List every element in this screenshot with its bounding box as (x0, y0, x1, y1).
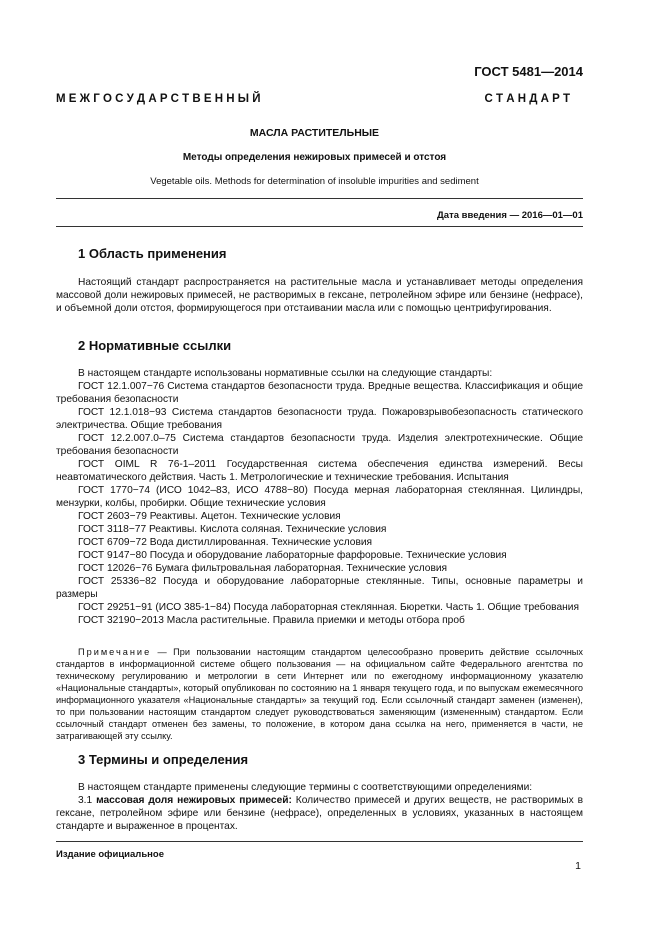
normative-references-list (56, 367, 583, 627)
title-divider-top (56, 198, 583, 199)
official-edition-label: Издание официальное (56, 849, 164, 860)
page-number: 1 (575, 860, 581, 872)
reference-item: ГОСТ 25336−82 Посуда и оборудование лабораторные стеклянные. Типы, основные параметры и размеры (56, 576, 583, 600)
reference-item: ГОСТ OIML R 76-1–2011 Государственная система обеспечения единства измерений. Весы неавтоматического действия. Часть 1. Метрологические и технические требования. Испытания (56, 459, 583, 483)
footer-divider (56, 841, 583, 842)
introduction-date-value: — 2016—01—01 (509, 210, 583, 221)
interstate-standard-banner (56, 93, 570, 105)
reference-item: ГОСТ 29251−91 (ИСО 385-1−84) Посуда лабораторная стеклянная. Бюретки. Часть 1. Общие требования (78, 602, 579, 613)
note-text: — При пользовании настоящим стандартом целесообразно проверить действие ссылочных стандартов в информационной системе общего пользования — на официальном сайте Федерального агентства по техническому регулированию и метрологии в сети Интернет или по ежегодному информационному указателю «Национальные стандарты», который опубликован по состоянию на 1 января текущего года, и по выпускам ежемесячного информационного указателя «Национальные стандарты» за текущий год. Если ссылочный стандарт заменен (изменен), то при пользовании настоящим стандартом следует руководствоваться заменяющим (измененным) стандартом. Если ссылочный стандарт отменен без замены, то положение, в котором дана ссылка на него, применяется в части, не затрагивающей эту ссылку. (56, 647, 583, 741)
banner-word-interstate: М Е Ж Г О С У Д А Р С Т В Е Н Н Ы Й (56, 93, 261, 105)
section-2 (56, 339, 583, 352)
document-subtitle: Методы определения нежировых примесей и отстоя (182, 152, 447, 163)
title-divider-bottom (56, 226, 583, 227)
references-note (56, 646, 583, 742)
reference-item: ГОСТ 12.1.018−93 Система стандартов безопасности труда. Пожаровзрывобезопасность статического электричества. Общие требования (56, 407, 583, 431)
note-label: Примечание (78, 647, 152, 657)
section-2-heading: 2 Нормативные ссылки (78, 338, 232, 353)
term-definition (56, 794, 583, 833)
term-name: массовая доля нежировых примесей: (96, 795, 292, 806)
reference-item: ГОСТ 1770−74 (ИСО 1042–83, ИСО 4788−80) Посуда мерная лабораторная стеклянная. Цилиндры, мензурки, колбы, пробирки. Общие технические условия (56, 485, 583, 509)
section-1-text: Настоящий стандарт распространяется на растительные масла и устанавливает методы определения массовой доли нежировых примесей, не растворимых в гексане, петролейном эфире или бензине (нефрасе), и объемной доли отстоя, формирующегося при отстаивании масла или с помощью центрифугирования. (56, 277, 583, 314)
standard-number: ГОСТ 5481—2014 (474, 64, 583, 79)
reference-item: ГОСТ 9147−80 Посуда и оборудование лабораторные фарфоровые. Технические условия (78, 550, 507, 561)
reference-item: ГОСТ 6709−72 Вода дистиллированная. Технические условия (78, 537, 373, 548)
introduction-date-label: Дата введения (437, 210, 507, 221)
banner-word-standard: С Т А Н Д А Р Т (484, 93, 570, 105)
section-1-body (56, 276, 583, 315)
section-1 (56, 247, 583, 260)
introduction-date (437, 210, 583, 221)
reference-item: ГОСТ 12026−76 Бумага фильтровальная лабораторная. Технические условия (78, 563, 448, 574)
term-definition-text: Количество примесей и других веществ, не растворимых в гексане, петролейном эфире или бензине (нефрасе), определенных в условиях, указанных в настоящем стандарте и выраженное в процентах. (56, 795, 583, 832)
section-1-heading: 1 Область применения (78, 246, 227, 261)
document-title: МАСЛА РАСТИТЕЛЬНЫЕ (249, 127, 380, 139)
reference-item: ГОСТ 12.2.007.0–75 Система стандартов безопасности труда. Изделия электротехнические. Общие требования безопасности (56, 433, 583, 457)
term-number: 3.1 (78, 795, 97, 806)
section-3 (56, 753, 583, 766)
reference-item: ГОСТ 2603−79 Реактивы. Ацетон. Технические условия (78, 511, 341, 522)
reference-item: ГОСТ 32190−2013 Масла растительные. Правила приемки и методы отбора проб (78, 615, 465, 626)
section-2-lead: В настоящем стандарте использованы нормативные ссылки на следующие стандарты: (78, 368, 493, 379)
section-3-lead: В настоящем стандарте применены следующие термины с соответствующими определениями: (78, 782, 533, 793)
reference-item: ГОСТ 3118−77 Реактивы. Кислота соляная. Технические условия (78, 524, 387, 535)
english-title: Vegetable oils. Methods for determination of insoluble impurities and sediment (150, 176, 479, 187)
reference-item: ГОСТ 12.1.007−76 Система стандартов безопасности труда. Вредные вещества. Классификация и общие требования безопасности (56, 381, 583, 405)
section-3-heading: 3 Термины и определения (78, 752, 249, 767)
section-3-body (56, 781, 583, 833)
